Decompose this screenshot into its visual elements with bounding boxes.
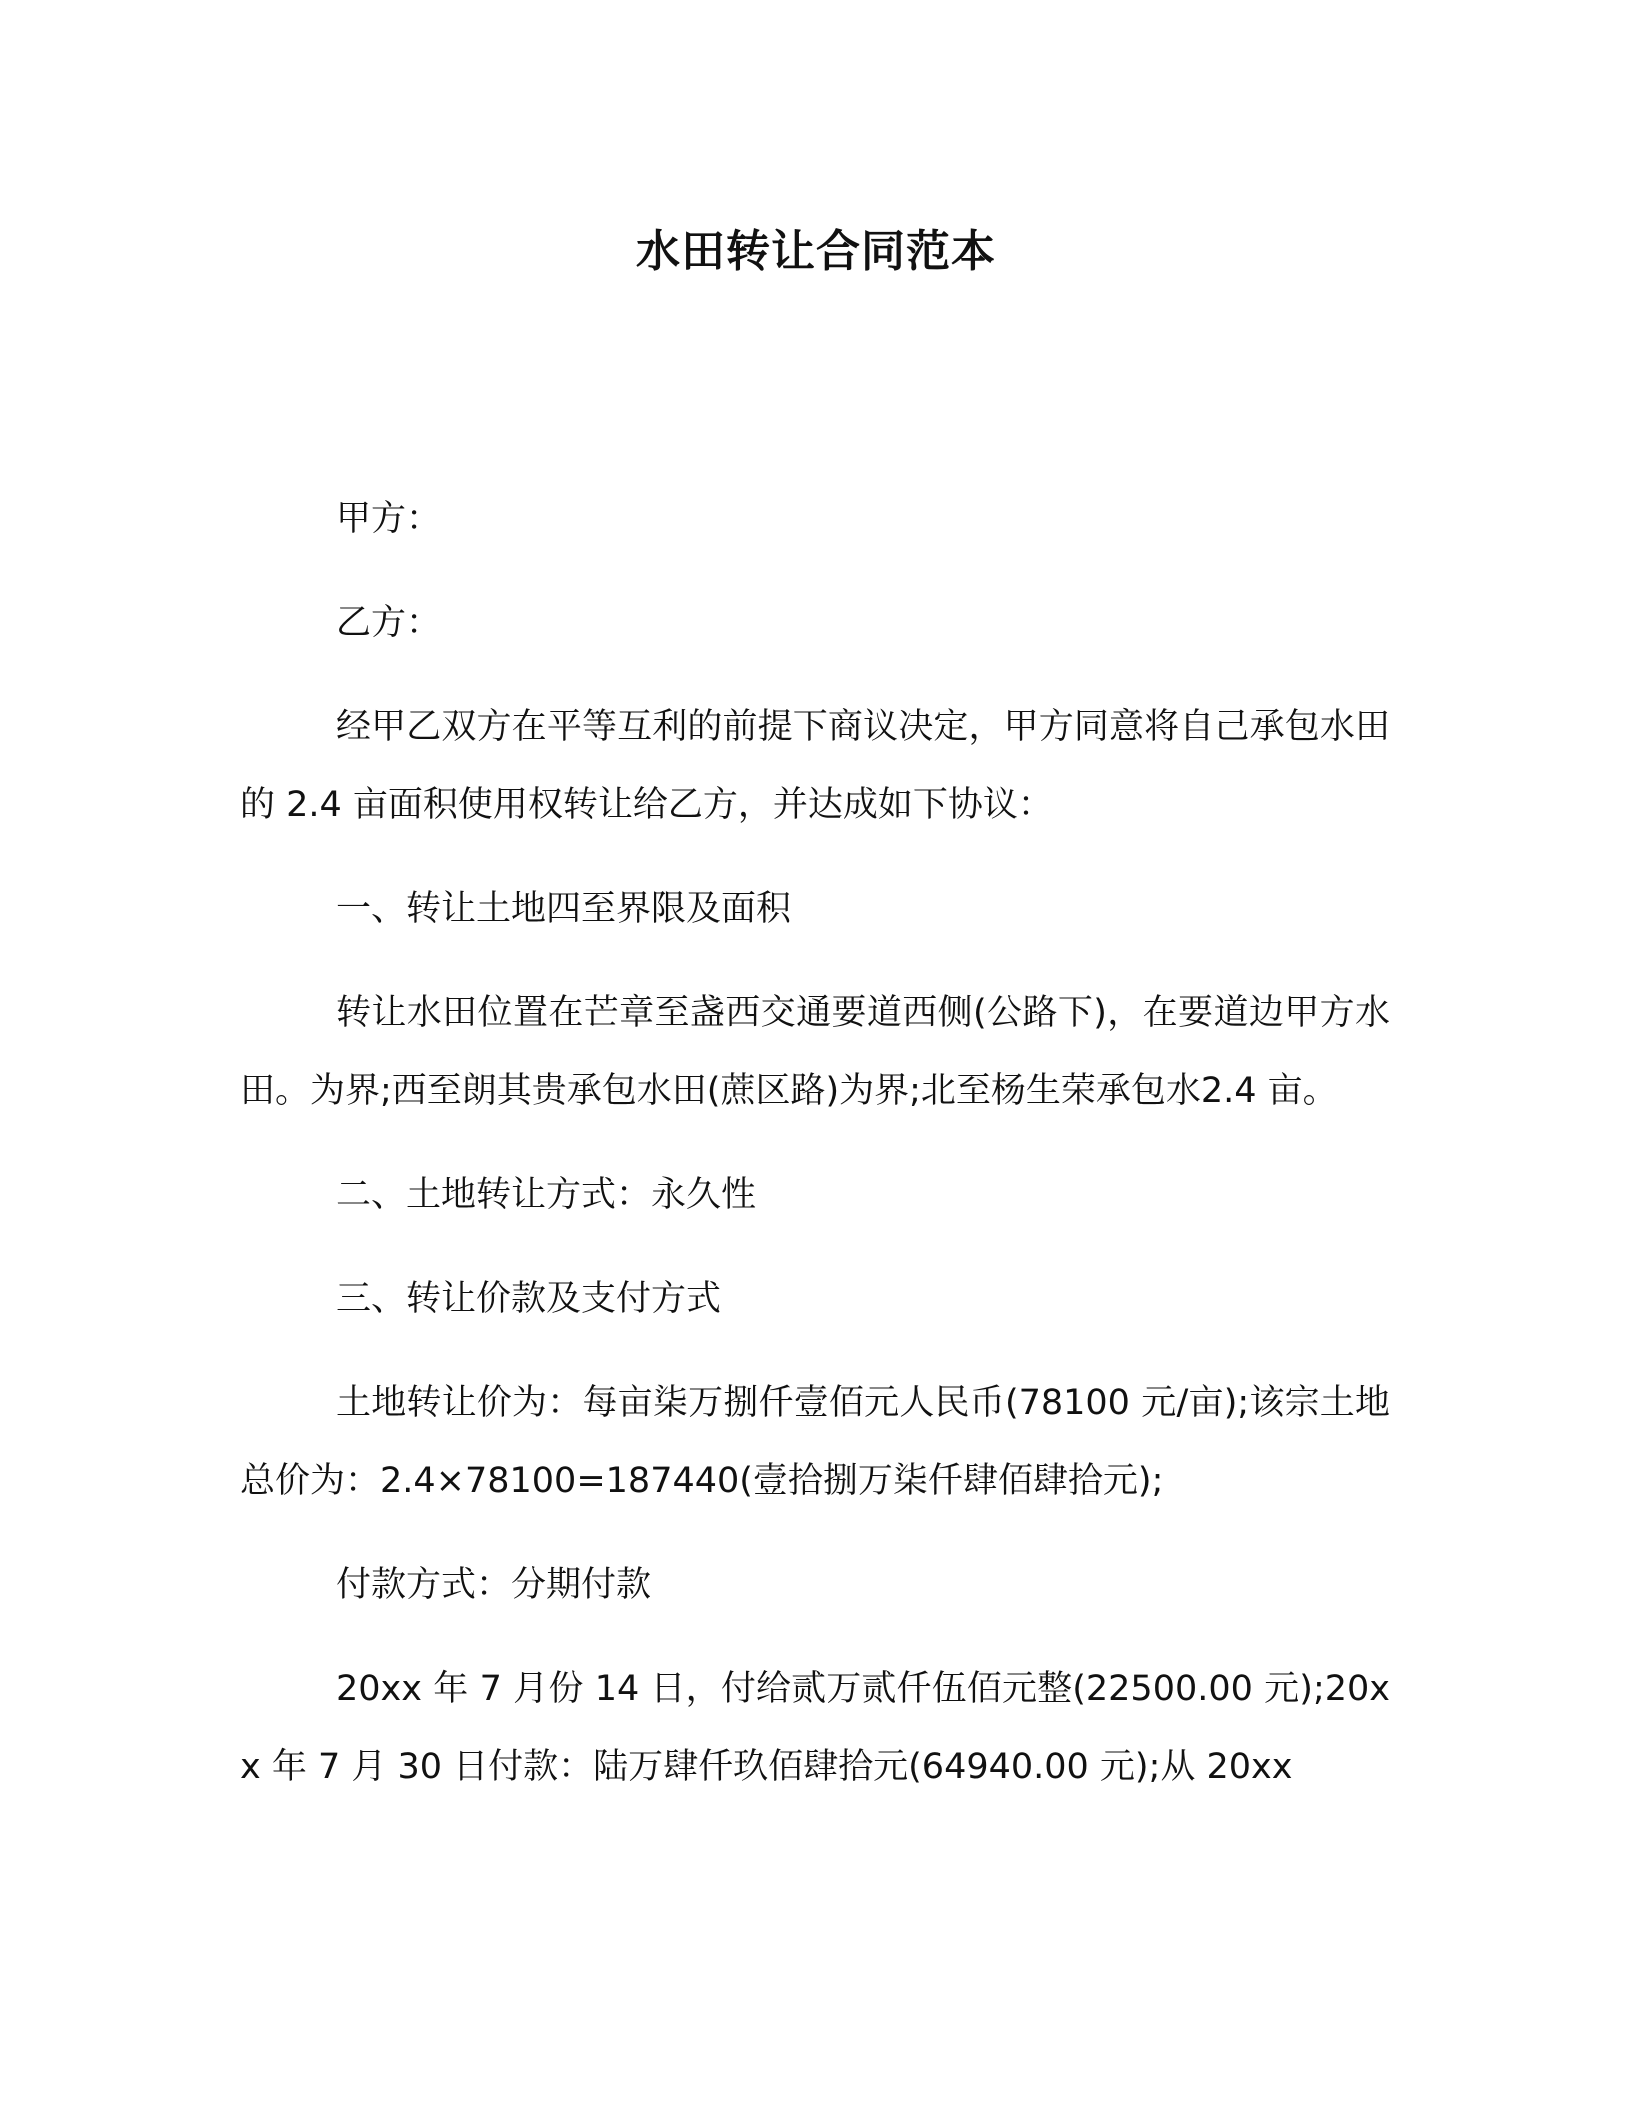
payment-method-line: 付款方式：分期付款 — [336, 1565, 652, 1605]
payment-schedule-paragraph: 20xx 年 7 月份 14 日，付给贰万贰仟伍佰元整(22500.00 元);20xx 年 7 月 30 日付款：陆万肆仟玖佰肆拾元(64940.00 元);从 20xx — [240, 1669, 1390, 1787]
price-paragraph: 土地转让价为：每亩柒万捌仟壹佰元人民币(78100 元/亩);该宗土地总价为：2.4×78100=187440(壹拾捌万柒仟肆佰肆拾元); — [240, 1383, 1390, 1501]
section-3-heading: 三、转让价款及支付方式 — [336, 1279, 722, 1319]
section-1-body: 转让水田位置在芒章至盏西交通要道西侧(公路下)，在要道边甲方水田。为界;西至朗其贵承包水田(蔗区路)为界;北至杨生荣承包水2.4 亩。 — [240, 993, 1390, 1111]
party-a-line: 甲方： — [336, 499, 442, 539]
document-body — [240, 480, 1390, 1832]
intro-paragraph: 经甲乙双方在平等互利的前提下商议决定，甲方同意将自己承包水田的 2.4 亩面积使用权转让给乙方，并达成如下协议： — [240, 707, 1390, 825]
section-1-heading: 一、转让土地四至界限及面积 — [336, 889, 792, 929]
section-2-line: 二、土地转让方式：永久性 — [336, 1175, 757, 1215]
party-b-line: 乙方： — [336, 603, 442, 643]
document-title: 水田转让合同范本 — [636, 226, 996, 277]
